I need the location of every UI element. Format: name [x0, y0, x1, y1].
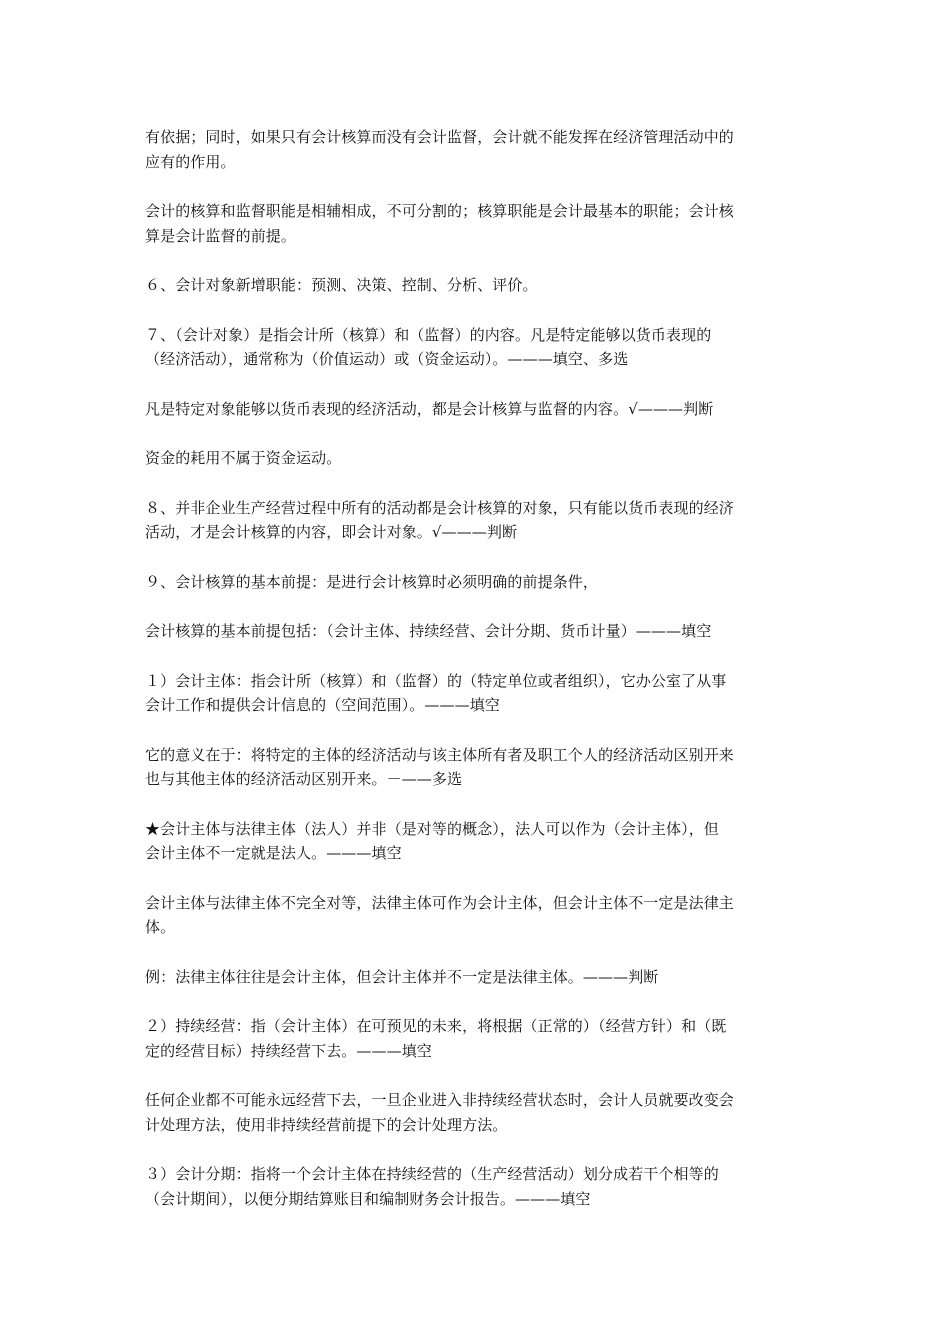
paragraph-line: ２）持续经营：指（会计主体）在可预见的未来，将根据（正常的）（经营方针）和（既	[145, 1017, 727, 1035]
paragraph-line: ６、会计对象新增职能：预测、决策、控制、分析、评价。	[145, 276, 538, 294]
paragraph-1	[145, 125, 810, 174]
paragraph-line: 会计核算的基本前提包括：（会计主体、持续经营、会计分期、货币计量）———填空	[145, 622, 712, 640]
paragraph-line: 定的经营目标）持续经营下去。———填空	[145, 1041, 432, 1060]
paragraph-11	[145, 743, 810, 792]
paragraph-line: ３）会计分期：指将一个会计主体在持续经营的（生产经营活动）划分成若干个相等的	[145, 1165, 719, 1183]
paragraph-line: 计处理方法，使用非持续经营前提下的会计处理方法。	[145, 1115, 508, 1134]
paragraph-line: （会计期间），以便分期结算账目和编制财务会计报告。———填空	[145, 1189, 591, 1208]
paragraph-line: １）会计主体：指会计所（核算）和（监督）的（特定单位或者组织），它办公室了从事	[145, 671, 727, 690]
paragraph-line: 会计主体与法律主体不完全对等，法律主体可作为会计主体，但会计主体不一定是法律主	[145, 893, 734, 912]
paragraph-line: 活动，才是会计核算的内容，即会计对象。√———判断	[145, 523, 518, 541]
paragraph-line: 它的意义在于：将特定的主体的经济活动与该主体所有者及职工个人的经济活动区别开来	[145, 745, 734, 764]
paragraph-line: 任何企业都不可能永远经营下去，一旦企业进入非持续经营状态时，会计人员就要改变会	[145, 1091, 734, 1109]
paragraph-17	[145, 1162, 810, 1211]
paragraph-16	[145, 1088, 810, 1137]
paragraph-line: ９、会计核算的基本前提：是进行会计核算时必须明确的前提条件，	[145, 572, 599, 591]
paragraph-6	[145, 446, 810, 471]
paragraph-line: 会计主体不一定就是法人。———填空	[145, 844, 402, 862]
paragraph-9	[145, 619, 810, 644]
paragraph-line: 会计工作和提供会计信息的（空间范围）。———填空	[145, 696, 500, 714]
paragraph-2	[145, 199, 810, 248]
paragraph-8	[145, 570, 810, 595]
paragraph-7	[145, 496, 810, 545]
paragraph-line: 算是会计监督的前提。	[145, 226, 297, 245]
paragraph-line: ８、并非企业生产经营过程中所有的活动都是会计核算的对象，只有能以货币表现的经济	[145, 498, 734, 517]
paragraph-5	[145, 397, 810, 422]
paragraph-line: 有依据；同时，如果只有会计核算而没有会计监督，会计就不能发挥在经济管理活动中的	[145, 128, 734, 146]
paragraph-4	[145, 323, 810, 372]
paragraph-line: （经济活动），通常称为（价值运动）或（资金运动）。———填空、多选	[145, 350, 629, 368]
paragraph-line: 会计的核算和监督职能是相辅相成，不可分割的；核算职能是会计最基本的职能；会计核	[145, 202, 734, 220]
document-body	[145, 125, 810, 1236]
paragraph-line: 资金的耗用不属于资金运动。	[145, 449, 342, 467]
paragraph-line: ★会计主体与法律主体（法人）并非（是对等的概念），法人可以作为（会计主体），但	[145, 819, 719, 838]
paragraph-10	[145, 669, 810, 718]
paragraph-13	[145, 891, 810, 940]
paragraph-3	[145, 273, 810, 298]
paragraph-line: 例：法律主体往往是会计主体，但会计主体并不一定是法律主体。———判断	[145, 967, 659, 986]
paragraph-line: 凡是特定对象能够以货币表现的经济活动，都是会计核算与监督的内容。√———判断	[145, 399, 714, 418]
paragraph-15	[145, 1014, 810, 1063]
paragraph-line: ７、（会计对象）是指会计所（核算）和（监督）的内容。凡是特定能够以货币表现的	[145, 325, 712, 344]
paragraph-line: 应有的作用。	[145, 152, 236, 171]
paragraph-14	[145, 965, 810, 990]
paragraph-line: 体。	[145, 918, 176, 936]
paragraph-12	[145, 817, 810, 866]
paragraph-line: 也与其他主体的经济活动区别开来。－——多选	[145, 770, 463, 788]
